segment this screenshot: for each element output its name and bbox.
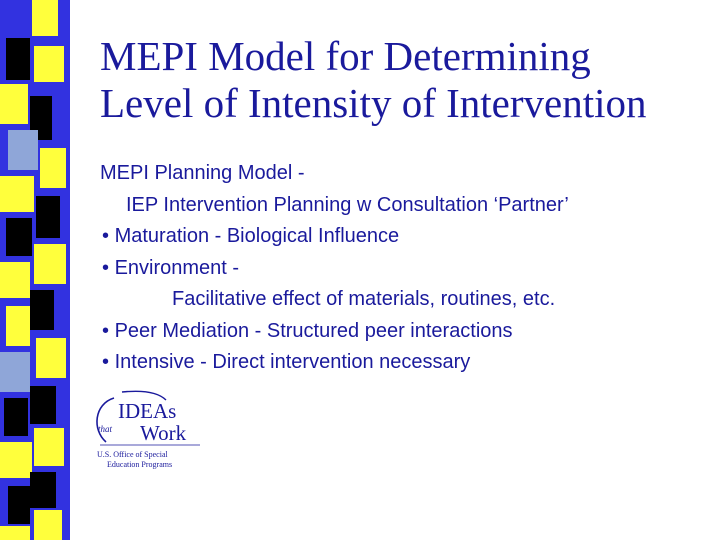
slide-body [100,158,700,379]
slide-title-line-2: Level of Intensity of Intervention [100,80,647,126]
logo-word-that: that [98,424,113,434]
body-line-text: MEPI Planning Model - [100,162,305,184]
logo-caption-line-2: Education Programs [107,460,173,469]
bullet-dot: • [102,351,110,373]
bullet-text: Environment - [114,256,240,279]
body-line-heading [100,158,700,190]
slide-title-line-1: MEPI Model for Determining [100,33,591,79]
bullet-item-peer-mediation [100,316,700,348]
bullet-dot: • [102,319,110,342]
logo-word-ideas: IDEAs [118,399,177,423]
bullet-text: Intensive - Direct intervention necessary [114,351,471,373]
logo-caption-line-1: U.S. Office of Special [97,450,168,459]
bullet-text: Peer Mediation - Structured peer interactions [114,319,513,342]
logo-word-work: Work [140,421,187,445]
bullet-text: Maturation - Biological Influence [114,225,400,247]
bullet-item-environment [100,253,700,285]
ideas-that-work-logo [92,390,212,472]
bullet-dot: • [102,256,110,279]
slide-title [100,33,700,127]
body-line-subheading [100,190,700,222]
body-line-environment-detail [100,284,700,316]
body-line-text: IEP Intervention Planning w Consultation ‘Partner’ [126,193,569,216]
decorative-color-strip [0,0,70,540]
bullet-item-intensive [100,347,700,379]
body-line-text: Facilitative effect of materials, routines, etc. [172,288,556,310]
bullet-dot: • [102,225,110,247]
bullet-item-maturation [100,221,700,253]
